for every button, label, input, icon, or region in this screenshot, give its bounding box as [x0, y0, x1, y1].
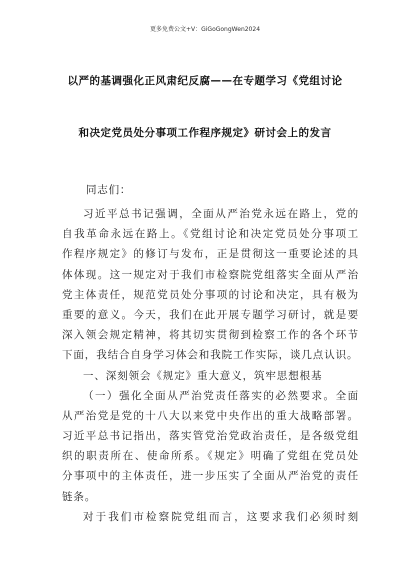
salutation: 同志们：	[86, 184, 132, 196]
body-text-line: 作程序规定》的修订与发布，正是贯彻这一重要论述的具	[62, 248, 359, 261]
body-text-line: 链条。	[62, 490, 97, 503]
body-text-line: 党主体责任，规范党员处分事项的讨论和决定，具有极为	[62, 288, 359, 301]
header-note: 更多免费公文+V：GiGoGongWen2024	[149, 26, 261, 33]
body-text-line: 分事项中的主体责任，进一步压实了全面从严治党的责任	[62, 470, 359, 483]
body-text-line: 深入领会规定精神，将其切实贯彻到检察工作的各个环节	[62, 329, 359, 342]
document-title-line-2: 和决定党员处分事项工作程序规定》研讨会上的发言	[78, 127, 332, 139]
body-text-line: 一、深刻领会《规定》重大意义，筑牢思想根基	[83, 369, 323, 382]
body-text-line: 对于我们市检察院党组而言，这要求我们必须时刻	[83, 510, 359, 523]
body-text-line: 体体现。这一规定对于我们市检察院党组落实全面从严治	[62, 268, 359, 281]
body-text-line: 自我革命永远在路上。《党组讨论和决定党员处分事项工	[62, 228, 359, 241]
body-text-line: 重要的意义。今天，我们在此开展专题学习研讨，就是要	[62, 308, 359, 321]
document-body	[62, 204, 359, 527]
body-text-line: 习近平总书记强调，全面从严治党永远在路上，党的	[83, 208, 359, 220]
body-text-line: 织的职责所在、使命所系。《规定》明确了党组在党员处	[62, 450, 359, 463]
body-text-line: （一）强化全面从严治党责任落实的必然要求。全面	[83, 389, 359, 402]
body-text-line: 下面，我结合自身学习体会和我院工作实际，谈几点认识。	[62, 349, 359, 362]
body-text-line: 习近平总书记指出，落实管党治党政治责任，是各级党组	[62, 430, 359, 443]
body-text-line: 从严治党是党的十八大以来党中央作出的重大战略部署。	[62, 409, 359, 422]
document-title-line-1: 以严的基调强化正风肃纪反腐——在专题学习《党组讨论	[67, 75, 343, 87]
